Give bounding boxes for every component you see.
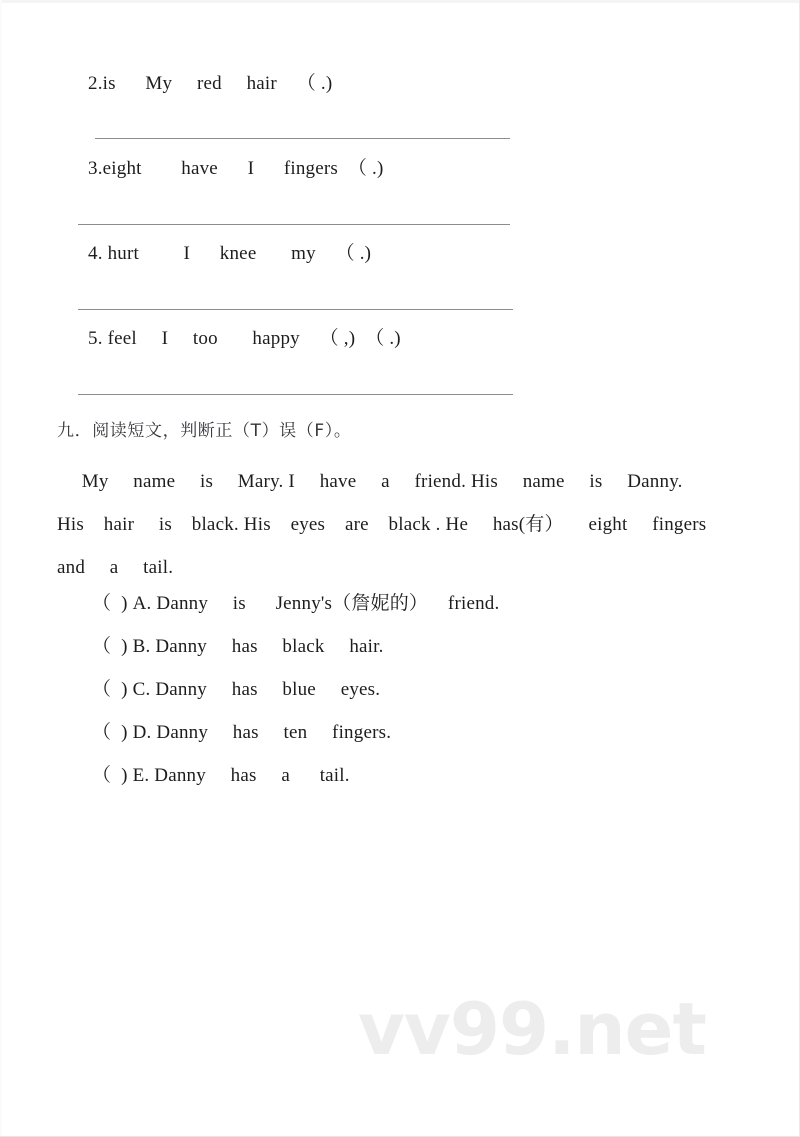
- answer-rule-q5[interactable]: [78, 394, 513, 395]
- reorder-exercise: [0, 70, 800, 410]
- tf-option-b[interactable]: （ ) B. Danny has black hair.: [92, 636, 384, 657]
- reorder-item: [0, 70, 800, 155]
- answer-rule-q3[interactable]: [78, 224, 510, 225]
- reorder-item: [0, 325, 800, 410]
- reading-passage: [57, 460, 747, 589]
- reorder-words-q5: 5. feel I too happy （ ,) （ .): [88, 328, 401, 349]
- section-heading: 九．阅读短文，判断正（T）误（F）。: [57, 421, 352, 441]
- tf-option-e[interactable]: （ ) E. Danny has a tail.: [92, 765, 350, 786]
- watermark: vv99.net: [358, 987, 706, 1071]
- tf-option-a[interactable]: （ ) A. Danny is Jenny's（詹妮的） friend.: [92, 593, 500, 614]
- true-false-options: [92, 589, 782, 804]
- page-top-edge: [0, 0, 800, 3]
- answer-rule-q2[interactable]: [95, 138, 510, 139]
- tf-option-d[interactable]: （ ) D. Danny has ten fingers.: [92, 722, 392, 743]
- reorder-words-q4: 4. hurt I knee my （ .): [88, 243, 372, 264]
- reorder-item: [0, 240, 800, 325]
- passage-line: His hair is black. His eyes are black . He has(有） eight fingers: [57, 514, 707, 535]
- reorder-words-q2: 2.is My red hair （ .): [88, 73, 333, 94]
- answer-rule-q4[interactable]: [78, 309, 513, 310]
- reorder-words-q3: 3.eight have I fingers （ .): [88, 158, 384, 179]
- tf-option-c[interactable]: （ ) C. Danny has blue eyes.: [92, 679, 381, 700]
- reorder-item: [0, 155, 800, 240]
- passage-line: and a tail.: [57, 557, 174, 578]
- passage-line: My name is Mary. I have a friend. His name is Danny.: [57, 471, 683, 492]
